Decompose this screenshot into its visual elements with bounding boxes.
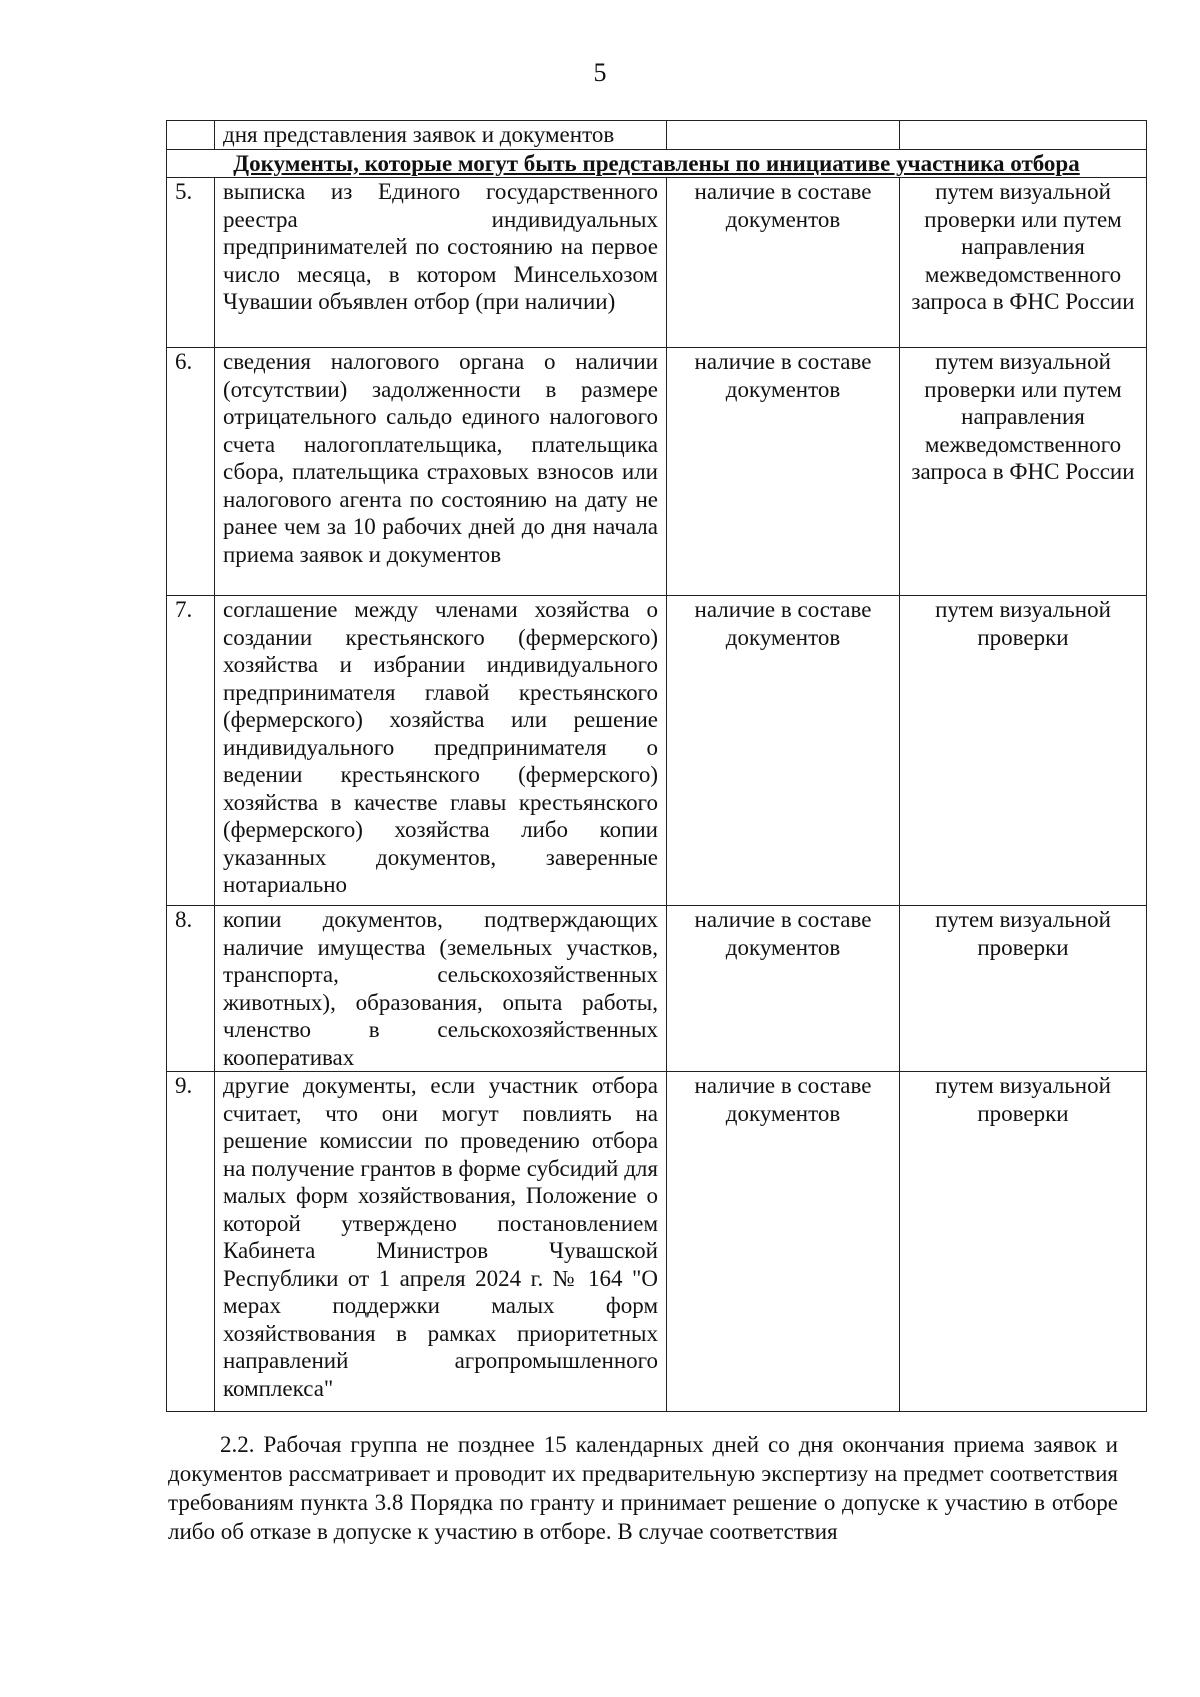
row-method: путем визуальной проверки или путем направления межведомственного запроса в ФНС России	[900, 348, 1147, 596]
row-number: 7.	[167, 596, 215, 906]
row-number: 5.	[167, 178, 215, 348]
row-document: сведения налогового органа о наличии (отсутствии) задолженности в размере отрицательного сальдо единого налогового счета налогоплательщика, плательщика сбора, плательщика страховых взносов или налогового агента по состоянию на дату не ранее чем за 10 рабочих дней до дня начала приема заявок и документов	[215, 348, 667, 596]
table-row	[167, 596, 1147, 906]
row-document: другие документы, если участник отбора считает, что они могут повлиять на решение комиссии по проведению отбора на получение грантов в форме субсидий для малых форм хозяйствования, Положение о которой утверждено постановлением Кабинета Министров Чувашской Республики от 1 апреля 2024 г. № 164 "О мерах поддержки малых форм хозяйствования в рамках приоритетных направлений агропромышленного комплекса"	[215, 1072, 667, 1412]
body-paragraph: 2.2. Рабочая группа не позднее 15 календарных дней со дня окончания приема заявок и документов рассматривает и проводит их предварительную экспертизу на предмет соответствия требованиям пункта 3.8 Порядка по гранту и принимает решение о допуске к участию в отборе либо об отказе в допуске к участию в отборе. В случае соответствия	[168, 1432, 1118, 1544]
row-document: копии документов, подтверждающих наличие имущества (земельных участков, транспорта, сельскохозяйственных животных), образования, опыта работы, членство в сельскохозяйственных кооперативах	[215, 906, 667, 1072]
row-method: путем визуальной проверки или путем направления межведомственного запроса в ФНС России	[900, 178, 1147, 348]
page-number: 5	[593, 58, 607, 87]
row-document: дня представления заявок и документов	[215, 121, 667, 150]
row-criterion	[667, 121, 900, 150]
row-criterion: наличие в составе документов	[667, 178, 900, 348]
row-method: путем визуальной проверки	[900, 1072, 1147, 1412]
table-row	[167, 1072, 1147, 1412]
row-method: путем визуальной проверки	[900, 906, 1147, 1072]
documents-table	[166, 120, 1147, 1412]
row-method: путем визуальной проверки	[900, 596, 1147, 906]
table-row	[167, 348, 1147, 596]
table-section-header-row	[167, 149, 1147, 178]
row-criterion: наличие в составе документов	[667, 348, 900, 596]
row-number: 9.	[167, 1072, 215, 1412]
row-criterion: наличие в составе документов	[667, 906, 900, 1072]
row-number: 6.	[167, 348, 215, 596]
row-number: 8.	[167, 906, 215, 1072]
row-criterion: наличие в составе документов	[667, 596, 900, 906]
table-row	[167, 906, 1147, 1072]
row-method	[900, 121, 1147, 150]
row-number	[167, 121, 215, 150]
row-document: соглашение между членами хозяйства о создании крестьянского (фермерского) хозяйства и избрании индивидуального предпринимателя главой крестьянского (фермерского) хозяйства или решение индивидуального предпринимателя о ведении крестьянского (фермерского) хозяйства в качестве главы крестьянского (фермерского) хозяйства либо копии указанных документов, заверенные нотариально	[215, 596, 667, 906]
table-row	[167, 178, 1147, 348]
table-row-continuation	[167, 121, 1147, 150]
section-header: Документы, которые могут быть представлены по инициативе участника отбора	[167, 149, 1147, 178]
row-criterion: наличие в составе документов	[667, 1072, 900, 1412]
row-document: выписка из Единого государственного реестра индивидуальных предпринимателей по состоянию на первое число месяца, в котором Минсельхозом Чувашии объявлен отбор (при наличии)	[215, 178, 667, 348]
